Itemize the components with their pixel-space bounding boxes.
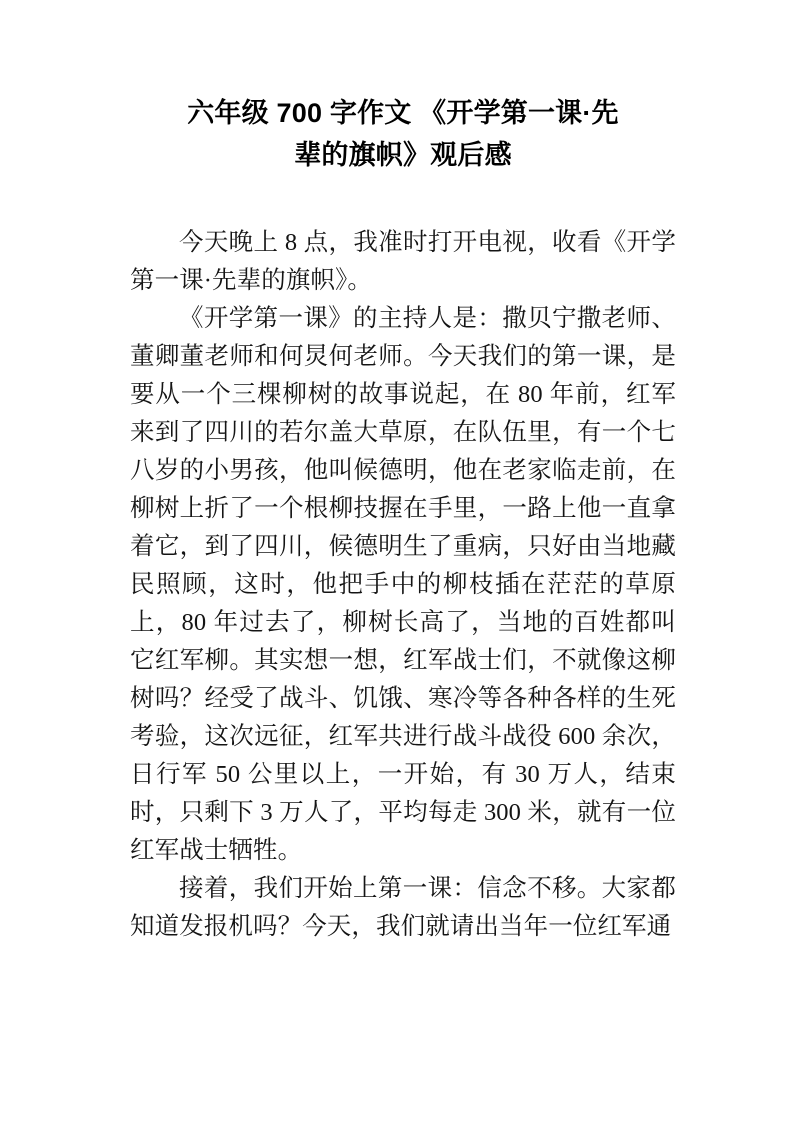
page-title-line-1: 六年级 700 字作文 《开学第一课·先 bbox=[187, 98, 619, 128]
document-text-column bbox=[130, 0, 676, 946]
body-paragraph: 今天晚上 8 点，我准时打开电视，收看《开学第一课·先辈的旗帜》。 bbox=[130, 229, 676, 294]
page-title bbox=[130, 0, 676, 176]
page-title-line-2: 辈的旗帜》观后感 bbox=[294, 140, 512, 170]
body-paragraph: 《开学第一课》的主持人是：撒贝宁撒老师、董卿董老师和何炅何老师。今天我们的第一课，是要从一个三棵柳树的故事说起，在 80 年前，红军来到了四川的若尔盖大草原，在队伍里，有一个七八岁的小男孩，他叫候德明，他在老家临走前，在柳树上折了一个根柳技握在手里，一路上他一直拿着它，到了四川，候德明生了重病，只好由当地藏民照顾，这时，他把手中的柳枝插在茫茫的草原上，80 年过去了，柳树长高了，当地的百姓都叫它红军柳。其实想一想，红军战士们，不就像这柳树吗？经受了战斗、饥饿、寒冷等各种各样的生死考验，这次远征，红军共进行战斗战役 600 余次，日行军 50 公里以上，一开始，有 30 万人，结束时，只剩下 3 万人了，平均每走 300 米，就有一位红军战士牺牲。 bbox=[130, 305, 676, 864]
body-paragraph: 接着，我们开始上第一课：信念不移。大家都知道发报机吗？今天，我们就请出当年一位红军通 bbox=[130, 875, 676, 940]
